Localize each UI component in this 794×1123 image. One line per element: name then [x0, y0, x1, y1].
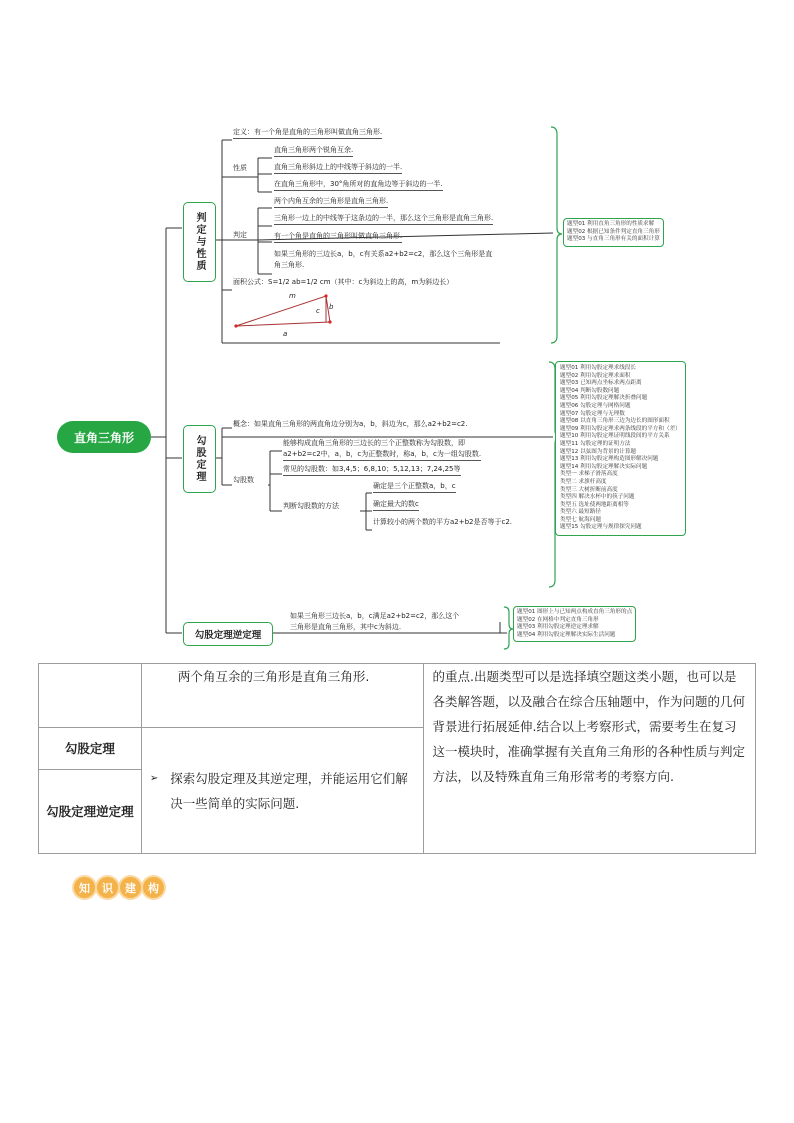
branch2-type: 题型06 勾股定理与网格问题: [560, 402, 631, 409]
branch2-type: 题型05 利用勾股定理解决折叠问题: [560, 395, 648, 402]
triple-label: 勾股数: [233, 476, 254, 484]
method-label: 判断勾股数的方法: [283, 502, 339, 510]
triple-def-1: 能够构成直角三角形的三边长的三个正整数称为勾股数，即: [283, 439, 465, 447]
branch2-type: 类型三 大树折断前高度: [560, 486, 618, 493]
branch2-type: 类型四 解决水杯中的筷子问题: [560, 494, 635, 501]
branch1-types: [563, 218, 664, 247]
branch2-type: 题型15 勾股定理与规律探究问题: [560, 524, 642, 531]
table-cell-mid-bullet: [141, 728, 424, 854]
judgement-2: 三角形一边上的中线等于这条边的一半，那么这个三角形是直角三角形.: [274, 214, 493, 225]
branch2-type: 题型03 已知两点坐标求两点距离: [560, 380, 642, 387]
judgement-3: 有一个角是直角的三角形叫做直角三角形.: [274, 232, 402, 243]
converse-text-2: 三角形是直角三角形，其中c为斜边.: [290, 623, 402, 631]
branch2-type: 题型02 利用勾股定理求面积: [560, 372, 631, 379]
branch3-title: 勾股定理逆定理: [194, 630, 262, 641]
branch2-type: 题型07 勾股定理与无理数: [560, 410, 625, 417]
area-formula: 面积公式：S=1/2 ab=1/2 cm（其中：c为斜边上的高，m为斜边长）: [233, 278, 454, 286]
mid-bullet-text: 探索勾股定理及其逆定理，并能运用它们解决一些简单的实际问题.: [170, 770, 408, 811]
branch3-type-3: 题型03 利用勾股定理逆定理求解: [517, 624, 599, 631]
figure-label-a: a: [283, 330, 288, 338]
judgement-4-line1: 如果三角形的三边长a，b，c有关系a2+b2=c2，那么这个三角形是直: [274, 250, 493, 258]
branch2-type: 类型二 求旗杆高度: [560, 478, 607, 485]
branch2-type: 题型12 以弦图为背景的计算题: [560, 448, 637, 455]
branch2-type: 题型09 利用勾股定理求两条线段的平方和（差）: [560, 425, 681, 432]
summary-table: [38, 663, 756, 854]
row1-mid-text: 两个角互余的三角形是直角三角形.: [177, 669, 370, 684]
property-1: 直角三角形两个锐角互余.: [274, 146, 353, 157]
branch2-type: 题型11 勾股定理的证明方法: [560, 440, 631, 447]
branch3-type-4: 题型04 利用勾股定理解决实际生活问题: [517, 631, 616, 638]
judgement-label: 判定: [233, 231, 247, 239]
branch-pythagoras: [183, 425, 216, 493]
branch2-type: 题型14 利用勾股定理解决实际问题: [560, 463, 648, 470]
logo-char-4: 构: [143, 877, 164, 898]
branch2-type: 类型七 航海问题: [560, 516, 601, 523]
common-triples: 常见的勾股数：如3,4,5；6,8,10；5,12,13；7,24,25等: [283, 465, 461, 476]
branch2-type: 类型五 选址使两地距离相等: [560, 501, 629, 508]
branch1-type-1: 题型01 利用直角三角形的性质求解: [567, 221, 655, 227]
branch2-type: 题型10 利用勾股定理证明线段间的平方关系: [560, 433, 670, 440]
definition-text: 定义：有一个角是直角的三角形叫做直角三角形.: [233, 128, 382, 139]
branch2-type: 题型13 利用勾股定理构造图形解决问题: [560, 456, 659, 463]
branch1-title: 判定与性质: [194, 212, 205, 272]
property-label: 性质: [233, 164, 247, 172]
knowledge-structure-logo: [74, 877, 164, 898]
property-3: 在直角三角形中，30°角所对的直角边等于斜边的一半.: [274, 180, 443, 191]
branch2-type: 类型六 最短路径: [560, 509, 601, 516]
table-cell-converse: [39, 770, 142, 854]
figure-label-b: b: [329, 303, 334, 311]
table-cell-pythagoras: [39, 728, 142, 770]
figure-label-c: c: [316, 307, 320, 315]
branch3-type-2: 题型02 在网格中判定直角三角形: [517, 616, 599, 623]
root-node: 直角三角形: [57, 421, 151, 453]
branch-judgement-property: [183, 202, 216, 282]
triple-def-2: a2+b2=c2中，a，b，c为正整数时，称a，b，c为一组勾股数.: [283, 450, 481, 461]
branch2-type: 题型04 判断勾股数问题: [560, 387, 620, 394]
pythagoras-concept: 概念：如果直角三角形的两直角边分别为a，b，斜边为c，那么a2+b2=c2.: [233, 420, 468, 428]
branch2-type: 类型一 求梯子滑落高度: [560, 471, 618, 478]
judgement-1: 两个内角互余的三角形是直角三角形.: [274, 197, 388, 208]
property-2: 直角三角形斜边上的中线等于斜边的一半.: [274, 163, 402, 174]
branch3-types: [513, 606, 636, 642]
branch2-type: 题型01 利用勾股定理求线段长: [560, 365, 637, 371]
row2-left-text: 勾股定理: [64, 741, 115, 756]
converse-text-1: 如果三角形三边长a，b，c满足a2+b2=c2，那么这个: [290, 612, 460, 620]
branch3-type-1: 题型01 图形上与已知两点构成直角三角形的点: [517, 609, 633, 615]
method-3: 计算较小的两个数的平方a2+b2是否等于c2.: [373, 518, 513, 526]
table-cell-r1-mid: [141, 664, 424, 728]
branch2-title: 勾股定理: [194, 435, 205, 483]
logo-char-1: 知: [74, 877, 95, 898]
branch2-type: 题型08 以直角三角形三边为边长的图形面积: [560, 418, 670, 425]
table-cell-empty: [39, 664, 142, 728]
row3-left-text: 勾股定理逆定理: [46, 804, 134, 819]
method-2: 确定最大的数c: [373, 500, 419, 511]
branch2-types: [555, 361, 686, 536]
branch-converse: [183, 622, 273, 646]
method-1: 确定是三个正整数a，b，c: [373, 482, 456, 493]
table-cell-right: [424, 664, 756, 854]
branch1-type-2: 题型02 根据已知条件判定直角三角形: [567, 228, 660, 235]
right-text: 的重点.出题类型可以是选择填空题这类小题，也可以是各类解答题，以及融合在综合压轴题中，作为问题的几何背景进行拓展延伸.结合以上考察形式，需要考生在复习这一模块时，准确掌握有关直角三角形的各种性质与判定方法，以及特殊直角三角形常考的考察方向.: [432, 669, 745, 784]
branch1-type-3: 题型03 与直角三角形有关的面积计算: [567, 236, 660, 243]
logo-char-3: 建: [120, 877, 141, 898]
bullet-arrow-icon: ➢: [149, 772, 159, 784]
figure-label-m: m: [289, 292, 296, 300]
logo-char-2: 识: [97, 877, 118, 898]
judgement-4-line2: 角三角形.: [274, 261, 305, 269]
